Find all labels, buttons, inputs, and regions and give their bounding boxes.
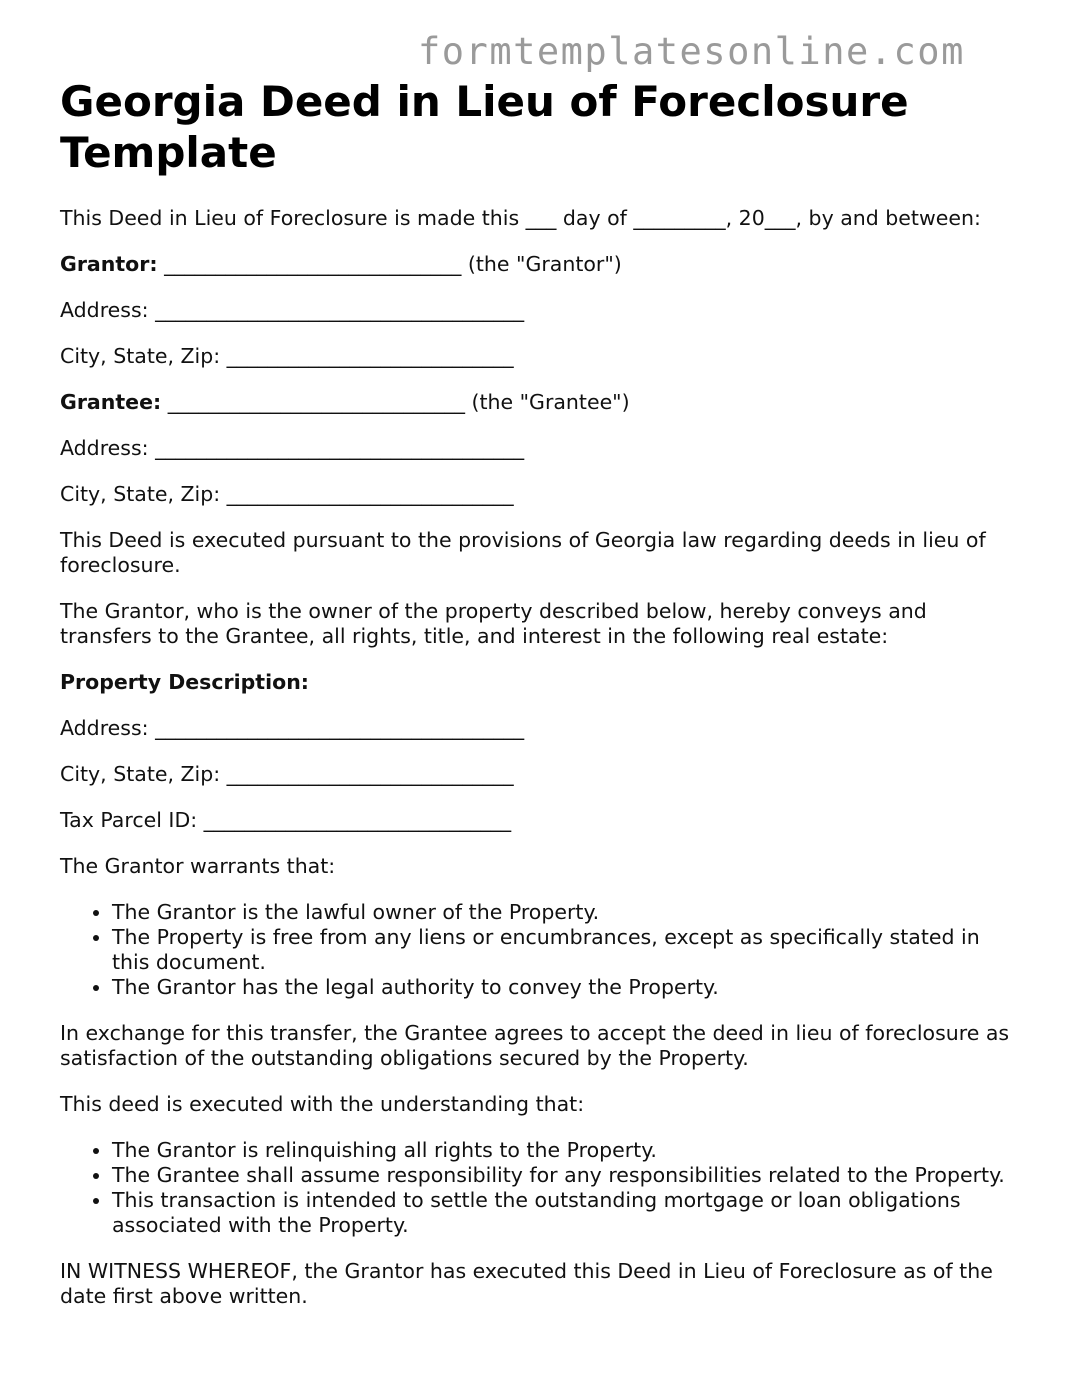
- grantor-line: [60, 252, 1020, 277]
- witness-paragraph: IN WITNESS WHEREOF, the Grantor has executed this Deed in Lieu of Foreclosure as of the date first above written.: [60, 1259, 993, 1308]
- grantee-city-state-zip: City, State, Zip: ____________________________: [60, 482, 514, 506]
- understandings-list: [60, 1138, 1020, 1238]
- document: [60, 76, 1020, 1330]
- property-heading-label: Property Description:: [60, 670, 309, 694]
- property-city-state-zip: City, State, Zip: ____________________________: [60, 762, 514, 786]
- grantee-address: Address: ____________________________________: [60, 436, 525, 460]
- warrants-list: [60, 900, 1020, 1000]
- list-item: • The Grantor has the legal authority to convey the Property.: [112, 975, 1020, 1000]
- grantor-city-state-zip: City, State, Zip: ____________________________: [60, 344, 514, 368]
- watermark: formtemplatesonline.com: [418, 30, 965, 73]
- property-heading: [60, 670, 1020, 695]
- property-address: Address: ____________________________________: [60, 716, 525, 740]
- list-item: • The Property is free from any liens or encumbrances, except as specifically stated in this document.: [112, 925, 1020, 975]
- grantor-address: Address: ____________________________________: [60, 298, 525, 322]
- grantor-name-blank: _____________________________ (the "Grantor"): [164, 252, 622, 276]
- grantee-label: Grantee:: [60, 390, 162, 414]
- list-item: • The Grantor is the lawful owner of the Property.: [112, 900, 1020, 925]
- understanding-intro: This deed is executed with the understanding that:: [60, 1092, 585, 1116]
- property-tax-parcel: Tax Parcel ID: ______________________________: [60, 808, 512, 832]
- list-item: • This transaction is intended to settle the outstanding mortgage or loan obligations associated with the Property.: [112, 1188, 1020, 1238]
- list-item: • The Grantee shall assume responsibility for any responsibilities related to the Property.: [112, 1163, 1020, 1188]
- document-title: Georgia Deed in Lieu of Foreclosure Template: [60, 77, 909, 177]
- grantor-label: Grantor:: [60, 252, 158, 276]
- list-item: • The Grantor is relinquishing all rights to the Property.: [112, 1138, 1020, 1163]
- grantee-name-blank: _____________________________ (the "Grantee"): [167, 390, 630, 414]
- conveyance-paragraph: The Grantor, who is the owner of the property described below, hereby conveys and transfers to the Grantee, all rights, title, and interest in the following real estate:: [60, 599, 927, 648]
- executed-pursuant-paragraph: This Deed is executed pursuant to the provisions of Georgia law regarding deeds in lieu of foreclosure.: [60, 528, 986, 577]
- warrants-intro: The Grantor warrants that:: [60, 854, 336, 878]
- grantee-line: [60, 390, 1020, 415]
- exchange-paragraph: In exchange for this transfer, the Grantee agrees to accept the deed in lieu of foreclosure as satisfaction of the outstanding obligations secured by the Property.: [60, 1021, 1010, 1070]
- intro-paragraph: This Deed in Lieu of Foreclosure is made this ___ day of _________, 20___, by and between:: [60, 206, 981, 230]
